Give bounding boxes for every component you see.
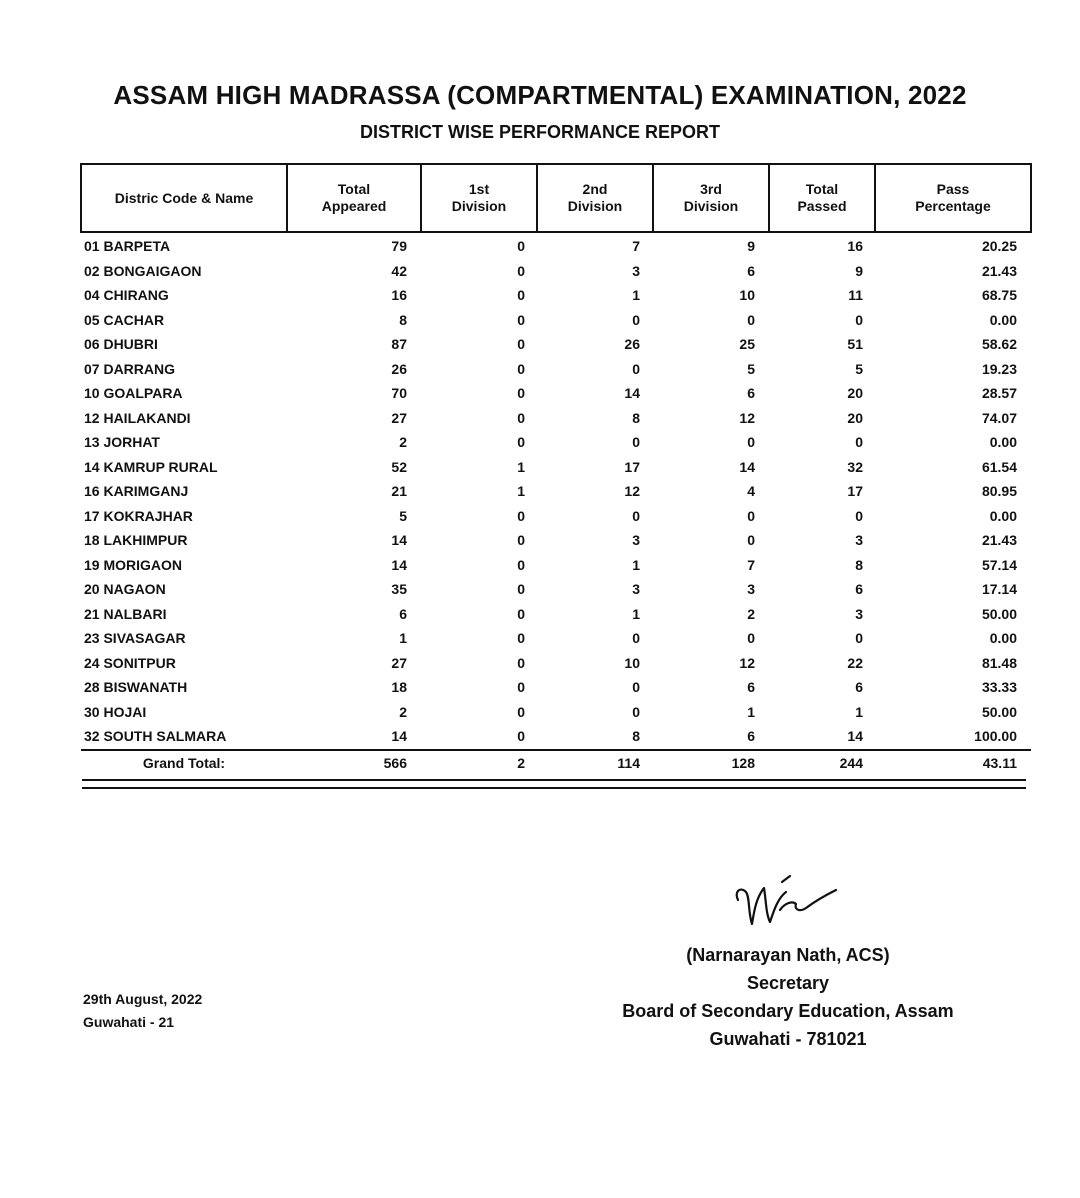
third-division: 0 [747, 434, 755, 451]
total-appeared: 6 [399, 605, 407, 622]
pass-percentage: 17.14 [981, 581, 1017, 598]
total-passed: 1 [855, 703, 863, 720]
third-division: 6 [747, 385, 755, 402]
total-passed: 0 [855, 434, 863, 451]
pass-percentage: 21.43 [981, 262, 1017, 279]
district-name: 07 DARRANG [84, 360, 176, 377]
header-total-appeared: Total Appeared [287, 164, 421, 232]
third-division: 9 [747, 238, 755, 255]
pass-percentage: 0.00 [989, 507, 1017, 524]
total-appeared: 18 [391, 679, 407, 696]
footer-date: 29th August, 2022 [83, 991, 203, 1007]
district-name: 13 JORHAT [84, 434, 160, 451]
total-passed: 3 [855, 532, 863, 549]
second-division: 0 [632, 679, 640, 696]
total-appeared: 52 [391, 458, 407, 475]
total-appeared: 35 [391, 581, 407, 598]
first-division: 0 [517, 360, 525, 377]
second-division: 12 [624, 483, 640, 500]
pass-percentage: 58.62 [981, 336, 1017, 353]
bottom-rule-1 [82, 779, 1026, 781]
district-name: 20 NAGAON [84, 581, 166, 598]
first-division: 0 [517, 262, 525, 279]
total-appeared: 21 [391, 483, 407, 500]
footer-date-place [83, 988, 202, 1034]
first-division: 1 [517, 483, 525, 500]
first-division: 1 [517, 458, 525, 475]
first-division: 0 [517, 385, 525, 402]
second-division: 1 [632, 556, 640, 573]
third-division: 25 [739, 336, 755, 353]
report-subtitle: DISTRICT WISE PERFORMANCE REPORT [359, 122, 720, 142]
third-division: 1 [747, 703, 755, 720]
total-passed: 8 [855, 556, 863, 573]
pass-percentage: 100.00 [974, 728, 1017, 745]
total-passed: 51 [847, 336, 863, 353]
total-passed: 6 [855, 679, 863, 696]
table-row [81, 553, 1031, 578]
grand-total-label: Grand Total: [81, 750, 287, 776]
grand-total-row [81, 750, 1031, 776]
total-passed: 3 [855, 605, 863, 622]
third-division: 0 [747, 311, 755, 328]
total-appeared: 14 [391, 728, 407, 745]
third-division: 12 [739, 409, 755, 426]
second-division: 0 [632, 360, 640, 377]
grand-total-first-division: 2 [421, 750, 537, 776]
header-district: Distric Code & Name [81, 164, 287, 232]
first-division: 0 [517, 434, 525, 451]
second-division: 0 [632, 311, 640, 328]
pass-percentage: 81.48 [981, 654, 1017, 671]
district-performance-table [80, 163, 1032, 776]
second-division: 1 [632, 605, 640, 622]
third-division: 6 [747, 728, 755, 745]
third-division: 4 [747, 483, 755, 500]
district-name: 04 CHIRANG [84, 287, 169, 304]
table-row [81, 283, 1031, 308]
total-appeared: 8 [399, 311, 407, 328]
district-name: 16 KARIMGANJ [84, 483, 189, 500]
first-division: 0 [517, 409, 525, 426]
header-third-division: 3rd Division [653, 164, 769, 232]
pass-percentage: 20.25 [981, 238, 1017, 255]
table-header-row [81, 164, 1031, 232]
first-division: 0 [517, 630, 525, 647]
third-division: 6 [747, 679, 755, 696]
total-passed: 5 [855, 360, 863, 377]
third-division: 0 [747, 532, 755, 549]
second-division: 0 [632, 434, 640, 451]
table-row [81, 675, 1031, 700]
third-division: 14 [739, 458, 755, 475]
total-passed: 20 [847, 409, 863, 426]
total-passed: 0 [855, 507, 863, 524]
district-name: 32 SOUTH SALMARA [84, 728, 227, 745]
total-passed: 0 [855, 630, 863, 647]
first-division: 0 [517, 287, 525, 304]
pass-percentage: 74.07 [981, 409, 1017, 426]
second-division: 3 [632, 581, 640, 598]
pass-percentage: 68.75 [981, 287, 1017, 304]
table-row [81, 479, 1031, 504]
signatory-organization: Board of Secondary Education, Assam [622, 1001, 954, 1021]
signatory-block [590, 941, 986, 1053]
first-division: 0 [517, 507, 525, 524]
district-name: 19 MORIGAON [84, 556, 183, 573]
district-name: 06 DHUBRI [84, 336, 158, 353]
total-passed: 22 [847, 654, 863, 671]
total-passed: 32 [847, 458, 863, 475]
third-division: 6 [747, 262, 755, 279]
table-row [81, 528, 1031, 553]
district-name: 18 LAKHIMPUR [84, 532, 188, 549]
grand-total-second-division: 114 [537, 750, 653, 776]
pass-percentage: 19.23 [981, 360, 1017, 377]
second-division: 8 [632, 409, 640, 426]
first-division: 0 [517, 679, 525, 696]
total-appeared: 16 [391, 287, 407, 304]
bottom-rule-2 [82, 787, 1026, 789]
first-division: 0 [517, 238, 525, 255]
pass-percentage: 50.00 [981, 703, 1017, 720]
first-division: 0 [517, 703, 525, 720]
table-row [81, 724, 1031, 750]
third-division: 3 [747, 581, 755, 598]
total-appeared: 79 [391, 238, 407, 255]
table-row [81, 259, 1031, 284]
pass-percentage: 0.00 [989, 434, 1017, 451]
pass-percentage: 61.54 [981, 458, 1017, 475]
total-appeared: 27 [391, 409, 407, 426]
table-row [81, 332, 1031, 357]
second-division: 7 [632, 238, 640, 255]
second-division: 8 [632, 728, 640, 745]
total-passed: 6 [855, 581, 863, 598]
second-division: 0 [632, 703, 640, 720]
signatory-designation: Secretary [746, 973, 830, 993]
total-appeared: 42 [391, 262, 407, 279]
district-name: 28 BISWANATH [84, 679, 188, 696]
table-row [81, 308, 1031, 333]
table-row [81, 626, 1031, 651]
first-division: 0 [517, 532, 525, 549]
table-body [81, 232, 1031, 776]
district-name: 02 BONGAIGAON [84, 262, 202, 279]
table-row [81, 430, 1031, 455]
total-passed: 14 [847, 728, 863, 745]
third-division: 5 [747, 360, 755, 377]
header-first-division: 1st Division [421, 164, 537, 232]
second-division: 3 [632, 532, 640, 549]
total-passed: 0 [855, 311, 863, 328]
second-division: 14 [624, 385, 640, 402]
table-row [81, 406, 1031, 431]
second-division: 0 [632, 630, 640, 647]
total-appeared: 87 [391, 336, 407, 353]
total-passed: 11 [848, 287, 863, 304]
first-division: 0 [517, 605, 525, 622]
total-passed: 17 [847, 483, 863, 500]
grand-total-passed: 244 [769, 750, 875, 776]
district-name: 10 GOALPARA [84, 385, 183, 402]
district-name: 12 HAILAKANDI [84, 409, 191, 426]
header-total-passed: Total Passed [769, 164, 875, 232]
first-division: 0 [517, 311, 525, 328]
header-pass-percentage: Pass Percentage [875, 164, 1031, 232]
pass-percentage: 50.00 [981, 605, 1017, 622]
first-division: 0 [517, 336, 525, 353]
table-row [81, 651, 1031, 676]
third-division: 12 [739, 654, 755, 671]
second-division: 1 [632, 287, 640, 304]
district-name: 21 NALBARI [84, 605, 167, 622]
total-appeared: 26 [391, 360, 407, 377]
total-passed: 9 [855, 262, 863, 279]
district-name: 17 KOKRAJHAR [84, 507, 193, 524]
pass-percentage: 80.95 [981, 483, 1017, 500]
second-division: 0 [632, 507, 640, 524]
table-row [81, 700, 1031, 725]
pass-percentage: 0.00 [989, 311, 1017, 328]
third-division: 10 [739, 287, 755, 304]
total-appeared: 70 [391, 385, 407, 402]
district-name: 24 SONITPUR [84, 654, 176, 671]
signatory-name: (Narnarayan Nath, ACS) [686, 945, 890, 965]
pass-percentage: 33.33 [981, 679, 1017, 696]
district-name: 30 HOJAI [84, 703, 147, 720]
district-name: 23 SIVASAGAR [84, 630, 186, 647]
signatory-address: Guwahati - 781021 [709, 1029, 867, 1049]
table-row [81, 602, 1031, 627]
total-appeared: 2 [399, 703, 407, 720]
district-name: 05 CACHAR [84, 311, 165, 328]
third-division: 7 [747, 556, 755, 573]
second-division: 26 [624, 336, 640, 353]
first-division: 0 [517, 581, 525, 598]
table-row [81, 357, 1031, 382]
total-appeared: 27 [391, 654, 407, 671]
first-division: 0 [517, 556, 525, 573]
second-division: 10 [624, 654, 640, 671]
second-division: 3 [632, 262, 640, 279]
table-row [81, 455, 1031, 480]
third-division: 0 [747, 630, 755, 647]
first-division: 0 [517, 654, 525, 671]
table-row [81, 504, 1031, 529]
third-division: 0 [747, 507, 755, 524]
total-passed: 16 [847, 238, 863, 255]
total-appeared: 14 [391, 556, 407, 573]
pass-percentage: 21.43 [981, 532, 1017, 549]
pass-percentage: 57.14 [981, 556, 1017, 573]
grand-total-third-division: 128 [653, 750, 769, 776]
total-appeared: 14 [391, 532, 407, 549]
header-second-division: 2nd Division [537, 164, 653, 232]
total-appeared: 2 [399, 434, 407, 451]
grand-total-appeared: 566 [287, 750, 421, 776]
third-division: 2 [747, 605, 755, 622]
table-row [81, 381, 1031, 406]
district-name: 01 BARPETA [84, 238, 171, 255]
pass-percentage: 0.00 [989, 630, 1017, 647]
district-name: 14 KAMRUP RURAL [84, 458, 218, 475]
total-appeared: 1 [399, 630, 407, 647]
total-passed: 20 [847, 385, 863, 402]
second-division: 17 [624, 458, 640, 475]
table-row [81, 232, 1031, 259]
signature-image [730, 862, 850, 932]
first-division: 0 [517, 728, 525, 745]
pass-percentage: 28.57 [981, 385, 1017, 402]
report-title: ASSAM HIGH MADRASSA (COMPARTMENTAL) EXAMINATION, 2022 [113, 80, 967, 110]
total-appeared: 5 [399, 507, 407, 524]
grand-total-percentage: 43.11 [875, 750, 1031, 776]
footer-place: Guwahati - 21 [83, 1014, 175, 1030]
table-row [81, 577, 1031, 602]
